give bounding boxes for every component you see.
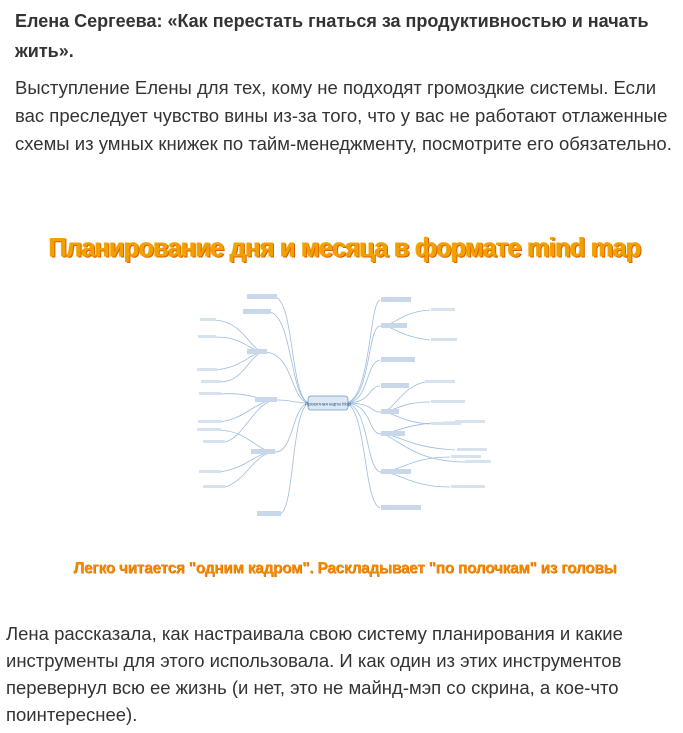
- article-title: Елена Сергеева: «Как перестать гнаться за продуктивностью и начать жить».: [15, 11, 649, 61]
- branch-line: [275, 403, 310, 452]
- branch-line: [345, 386, 380, 403]
- article-outro: Лена рассказала, как настраивала свою систему планирования и какие инструменты для этого использовала. И как один из этих инструментов перевернул всю ее жизнь (и нет, это не майнд-мэп со скрина, а кое-что поинтереснее).: [6, 623, 623, 725]
- branch-line: [270, 312, 310, 403]
- branch-line: [265, 352, 310, 403]
- article-intro: Выступление Елены для тех, кому не подходят громоздкие системы. Если вас преследует чувство вины из-за того, что у вас не работают отлаженные схемы из умных книжек по тайм-менеджменту, посмотрите его обязательно.: [15, 77, 672, 154]
- branch-line: [345, 403, 380, 508]
- figure-caption: Легко читается "одним кадром". Раскладывает "по полочкам" из головы: [73, 560, 617, 577]
- branch-line: [345, 360, 380, 403]
- mindmap-figure: [40, 222, 650, 592]
- leaf-lines: [220, 430, 275, 487]
- figure-title: Планирование дня и месяца в формате mind map: [49, 232, 641, 264]
- branch-line: [345, 403, 380, 434]
- branch-line: [280, 403, 310, 514]
- branch-line: [345, 403, 380, 472]
- branch-line: [275, 297, 310, 403]
- center-node-label: Проектная карта Мэр: [305, 401, 351, 407]
- leaf-lines: [380, 382, 430, 424]
- mindmap-diagram: [195, 282, 495, 522]
